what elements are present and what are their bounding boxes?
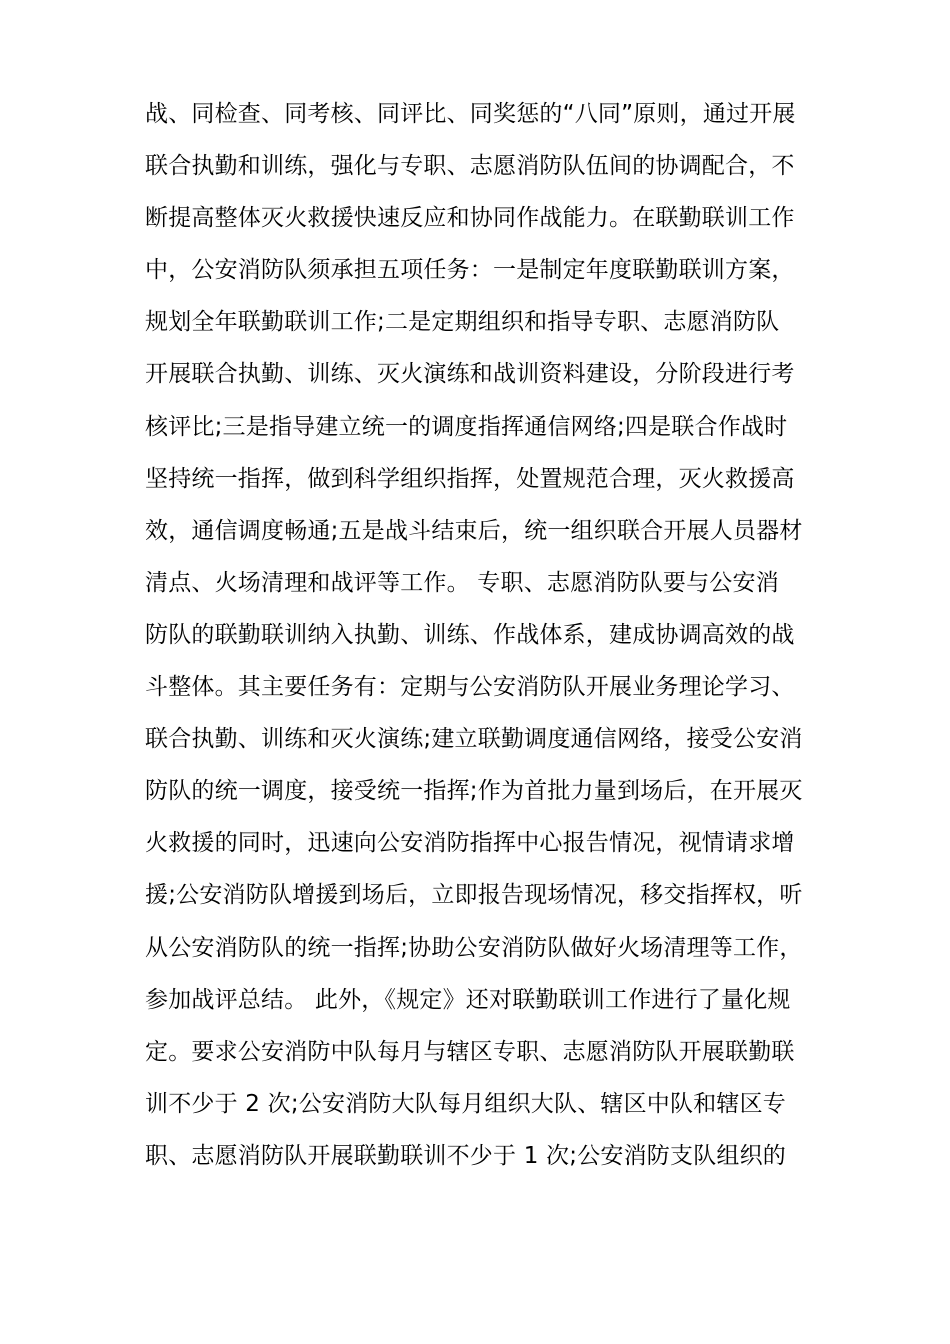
text-line: 效，通信调度畅通;五是战斗结束后，统一组织联合开展人员器材 <box>145 517 803 544</box>
text-line: 中，公安消防队须承担五项任务：一是制定年度联勤联训方案， <box>145 257 795 284</box>
text-line: 开展联合执勤、训练、灭火演练和战训资料建设，分阶段进行考 <box>145 361 795 388</box>
text-line: 清点、火场清理和战评等工作。 专职、志愿消防队要与公安消 <box>145 569 779 596</box>
text-line: 职、志愿消防队开展联勤联训不少于 1 次;公安消防支队组织的 <box>145 1142 787 1169</box>
text-line: 核评比;三是指导建立统一的调度指挥通信网络;四是联合作战时 <box>145 413 788 440</box>
text-line: 防队的统一调度，接受统一指挥;作为首批力量到场后，在开展灭 <box>145 778 803 805</box>
text-line: 联合执勤、训练和灭火演练;建立联勤调度通信网络，接受公安消 <box>145 726 803 753</box>
text-line: 战、同检查、同考核、同评比、同奖惩的“八同”原则，通过开展 <box>145 101 796 127</box>
text-line: 火救援的同时，迅速向公安消防指挥中心报告情况，视情请求增 <box>145 830 795 857</box>
text-line: 训不少于 2 次;公安消防大队每月组织大队、辖区中队和辖区专 <box>145 1090 787 1117</box>
text-line: 坚持统一指挥，做到科学组织指挥，处置规范合理，灭火救援高 <box>145 465 795 492</box>
body-text <box>145 88 825 1182</box>
text-line: 从公安消防队的统一指挥;协助公安消防队做好火场清理等工作， <box>145 934 803 961</box>
text-line: 参加战评总结。 此外，《规定》还对联勤联训工作进行了量化规 <box>145 986 791 1013</box>
text-line: 规划全年联勤联训工作;二是定期组织和指导专职、志愿消防队 <box>145 309 780 336</box>
text-line: 防队的联勤联训纳入执勤、训练、作战体系，建成协调高效的战 <box>145 621 795 648</box>
text-line: 联合执勤和训练，强化与专职、志愿消防队伍间的协调配合，不 <box>145 153 795 180</box>
text-line: 斗整体。其主要任务有：定期与公安消防队开展业务理论学习、 <box>145 674 795 701</box>
text-line: 援;公安消防队增援到场后，立即报告现场情况，移交指挥权，听 <box>145 882 803 909</box>
text-line: 定。要求公安消防中队每月与辖区专职、志愿消防队开展联勤联 <box>145 1038 795 1065</box>
text-line: 断提高整体灭火救援快速反应和协同作战能力。在联勤联训工作 <box>145 205 795 232</box>
